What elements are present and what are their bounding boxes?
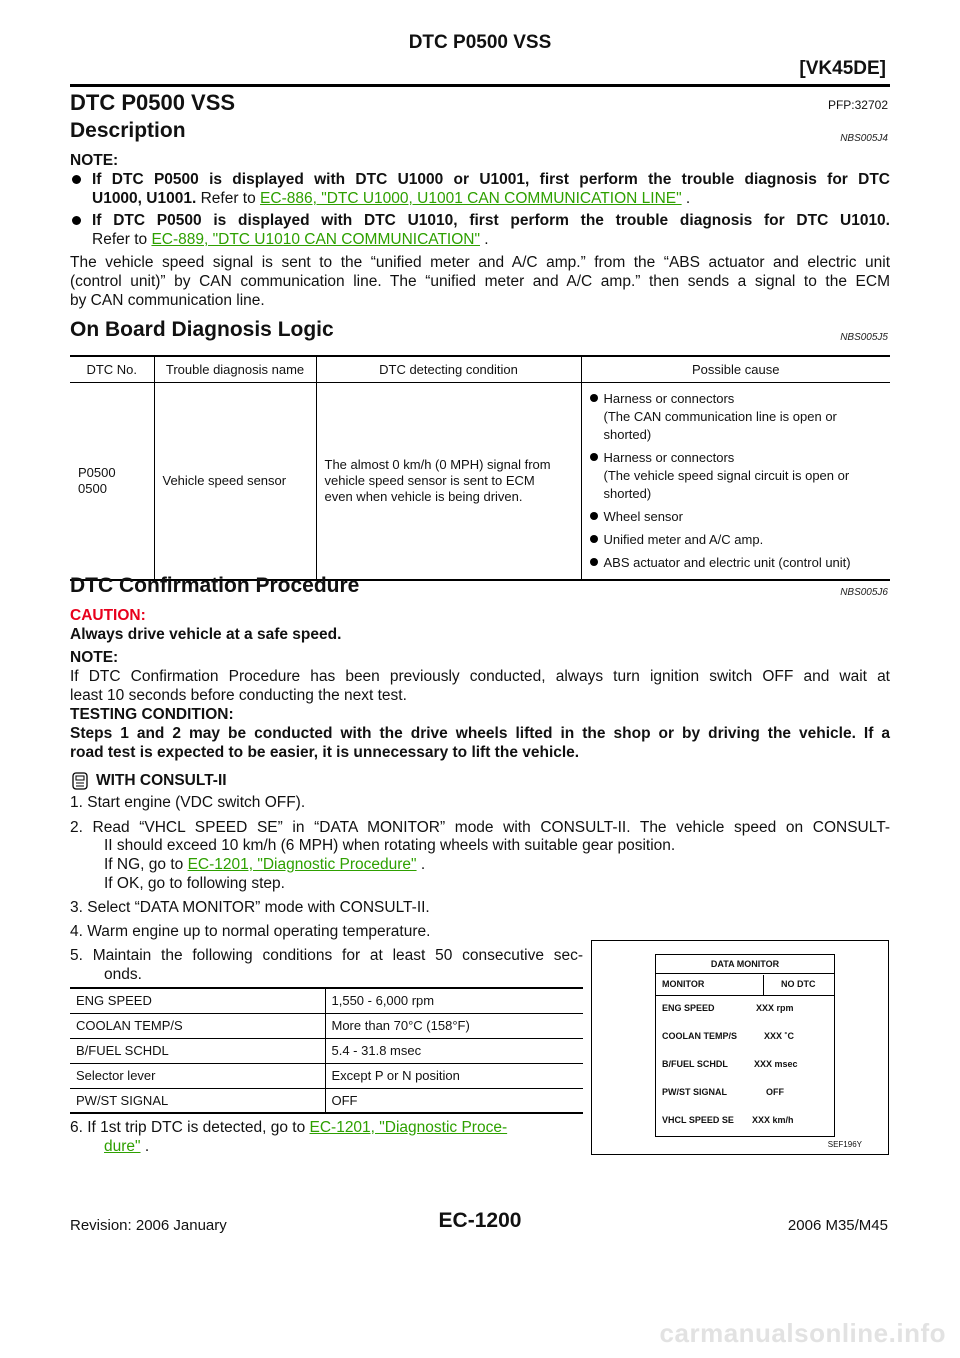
condition-value: 1,550 - 6,000 rpm: [325, 988, 583, 1013]
header-rule: [70, 84, 890, 87]
condition-item: PW/ST SIGNAL: [70, 1088, 325, 1113]
link-ec-1201-step6-cont[interactable]: dure": [104, 1138, 141, 1155]
condition-value: Except P or N position: [325, 1063, 583, 1088]
table-row: [70, 988, 583, 1013]
screen-value: XXX ˚C: [764, 1031, 795, 1041]
screen-item: COOLAN TEMP/S: [662, 1031, 738, 1041]
cause-item: [590, 390, 883, 444]
step-3: 3. Select “DATA MONITOR” mode with CONSULT-II.: [70, 899, 430, 916]
step-5-line1: 5. Maintain the following conditions for at least 50 consecutive sec-: [70, 947, 583, 964]
step-1: 1. Start engine (VDC switch OFF).: [70, 794, 306, 811]
step-2-line2: II should exceed 10 km/h (6 MPH) when rotating wheels with suitable gear position.: [104, 837, 676, 854]
testing-line1: Steps 1 and 2 may be conducted with the drive wheels lifted in the shop or by driving the vehicle. If a: [70, 725, 890, 742]
trouble-name-cell: Vehicle speed sensor: [154, 382, 316, 580]
link-ec-1201[interactable]: EC-1201, "Diagnostic Procedure": [187, 856, 417, 873]
step-6-line2: [104, 1137, 149, 1156]
screen-divider: [656, 973, 834, 974]
note-2-line1: If DTC P0500 is displayed with DTC U1010, first perform the trouble diagnosis for DTC U1010.: [92, 212, 890, 229]
dtc-code: P0500: [78, 464, 116, 480]
condition-line: The almost 0 km/h (0 MPH) signal from: [324, 456, 551, 472]
data-monitor-screen: [655, 954, 835, 1137]
step-2-ng-text: If NG, go to: [104, 856, 188, 873]
screen-value: XXX rpm: [756, 1003, 794, 1013]
description-body-line3: by CAN communication line.: [70, 292, 265, 309]
condition-value: OFF: [325, 1088, 583, 1113]
confirm-note-label: NOTE:: [70, 649, 119, 666]
condition-value: More than 70°C (158°F): [325, 1013, 583, 1038]
screen-item: B/FUEL SCHDL: [662, 1059, 728, 1069]
testing-line2: road test is expected to be easier, it is unnecessary to lift the vehicle.: [70, 744, 580, 761]
cause-text: Harness or connectors: [603, 449, 735, 465]
screen-value: XXX km/h: [752, 1115, 794, 1125]
step-6-text: 6. If 1st trip DTC is detected, go to: [70, 1119, 310, 1136]
note-1-line2: [92, 189, 890, 208]
step-2-line1: 2. Read “VHCL SPEED SE” in “DATA MONITOR” mode with CONSULT-II. The vehicle speed on CONSULT-: [70, 819, 890, 836]
cause-text: Harness or connectors: [603, 390, 735, 406]
step-5-line2: onds.: [104, 966, 142, 983]
condition-line: vehicle speed sensor is sent to ECM: [324, 472, 535, 488]
condition-item: Selector lever: [70, 1063, 325, 1088]
cause-text: shorted): [603, 426, 652, 442]
screen-item: ENG SPEED: [662, 1003, 715, 1013]
footer-page-number: EC-1200: [438, 1209, 522, 1232]
obd-table-header: [70, 356, 890, 382]
note-2-refer: Refer to: [92, 231, 152, 248]
note-1-refer: Refer to: [196, 190, 261, 207]
watermark: carmanualsonline.info: [659, 1318, 946, 1348]
note-2-end: .: [479, 231, 489, 248]
no-dtc-label: NO DTC: [781, 979, 816, 989]
cause-item: [590, 508, 883, 526]
footer-model: 2006 M35/M45: [787, 1217, 888, 1234]
cause-text: Unified meter and A/C amp.: [603, 531, 764, 547]
col-dtc-no: DTC No.: [70, 356, 154, 382]
table-row: [70, 382, 890, 580]
step-4: 4. Warm engine up to normal operating temperature.: [70, 923, 431, 940]
condition-item: COOLAN TEMP/S: [70, 1013, 325, 1038]
caution-text: Always drive vehicle at a safe speed.: [70, 626, 342, 643]
cause-item: [590, 449, 883, 503]
consult-screen-figure: [591, 940, 889, 1155]
col-trouble-name: Trouble diagnosis name: [154, 356, 316, 382]
link-ec-1201-step6[interactable]: EC-1201, "Diagnostic Proce-: [309, 1119, 508, 1136]
screen-monitor-row: [656, 975, 834, 995]
obd-heading: On Board Diagnosis Logic: [70, 318, 334, 341]
link-ec-886[interactable]: EC-886, "DTC U1000, U1001 CAN COMMUNICATION LINE": [260, 190, 682, 207]
pfp-code: PFP:32702: [827, 98, 888, 112]
cause-item: [590, 554, 883, 572]
confirm-code: NBS005J6: [840, 587, 888, 598]
obd-table: [70, 355, 890, 581]
detecting-condition-cell: [316, 382, 581, 580]
section-title: DTC P0500 VSS: [70, 90, 236, 115]
table-row: [70, 1013, 583, 1038]
cause-text: (The vehicle speed signal circuit is open or: [603, 467, 850, 483]
condition-item: ENG SPEED: [70, 988, 325, 1013]
table-row: [70, 1088, 583, 1113]
bullet-icon: [72, 175, 81, 184]
table-row: [70, 1063, 583, 1088]
step-2-ng: [104, 855, 425, 874]
possible-cause-cell: [581, 382, 890, 580]
cause-text: Wheel sensor: [603, 508, 683, 524]
cause-text: ABS actuator and electric unit (control unit): [603, 554, 851, 570]
note-1-dtc: U1000, U1001.: [92, 190, 197, 207]
step-6-end: .: [140, 1138, 150, 1155]
condition-item: B/FUEL SCHDL: [70, 1038, 325, 1063]
footer-revision: Revision: 2006 January: [70, 1217, 227, 1234]
screen-value: XXX msec: [754, 1059, 798, 1069]
screen-value: OFF: [766, 1087, 784, 1097]
running-header-title: DTC P0500 VSS: [408, 32, 552, 53]
testing-condition-label: TESTING CONDITION:: [70, 706, 234, 723]
screen-item: VHCL SPEED SE: [662, 1115, 734, 1125]
monitor-label: MONITOR: [662, 979, 705, 989]
step-2-ok: If OK, go to following step.: [104, 875, 285, 892]
bullet-icon: [72, 216, 81, 225]
screen-col-divider: [763, 975, 764, 995]
table-row: [70, 1038, 583, 1063]
figure-id: SEF196Y: [827, 1140, 862, 1149]
step-2-ng-end: .: [416, 856, 426, 873]
caution-label: CAUTION:: [70, 607, 146, 624]
condition-line: even when vehicle is being driven.: [324, 488, 523, 504]
obd-code: NBS005J5: [840, 332, 888, 343]
description-body-line2: (control unit)” by CAN communication line. The “unified meter and A/C amp.” then sends a signal to the ECM: [70, 273, 890, 290]
screen-item: PW/ST SIGNAL: [662, 1087, 727, 1097]
cause-text: (The CAN communication line is open or: [603, 408, 837, 424]
step-6-line1: [70, 1118, 583, 1137]
condition-value: 5.4 - 31.8 msec: [325, 1038, 583, 1063]
conditions-table: [70, 987, 583, 1114]
consult-icon: [72, 772, 88, 795]
note-1-line1: If DTC P0500 is displayed with DTC U1000 or U1001, first perform the trouble diagnosis for DTC: [92, 171, 890, 188]
cause-text: shorted): [603, 485, 652, 501]
description-heading: Description: [70, 119, 186, 142]
confirm-heading: DTC Confirmation Procedure: [70, 574, 360, 597]
description-code: NBS005J4: [840, 133, 888, 144]
screen-divider: [656, 995, 834, 996]
col-possible-cause: Possible cause: [581, 356, 890, 382]
dtc-number-cell: [70, 382, 154, 580]
note-1-end: .: [681, 190, 691, 207]
running-header-model: [VK45DE]: [799, 58, 886, 79]
description-body-line1: The vehicle speed signal is sent to the “unified meter and A/C amp.” from the “ABS actuator and electric unit: [70, 254, 890, 271]
screen-title: DATA MONITOR: [710, 959, 780, 969]
cause-item: [590, 531, 883, 549]
confirm-note-line1: If DTC Confirmation Procedure has been previously conducted, always turn ignition switch OFF and wait at: [70, 668, 890, 685]
link-ec-889[interactable]: EC-889, "DTC U1010 CAN COMMUNICATION": [151, 231, 480, 248]
consult-heading: WITH CONSULT-II: [96, 772, 227, 789]
dtc-code-alt: 0500: [78, 480, 107, 496]
note-label: NOTE:: [70, 152, 119, 169]
note-2-line2: [92, 230, 890, 249]
confirm-note-line2: least 10 seconds before conducting the next test.: [70, 687, 407, 704]
col-detecting-condition: DTC detecting condition: [316, 356, 581, 382]
